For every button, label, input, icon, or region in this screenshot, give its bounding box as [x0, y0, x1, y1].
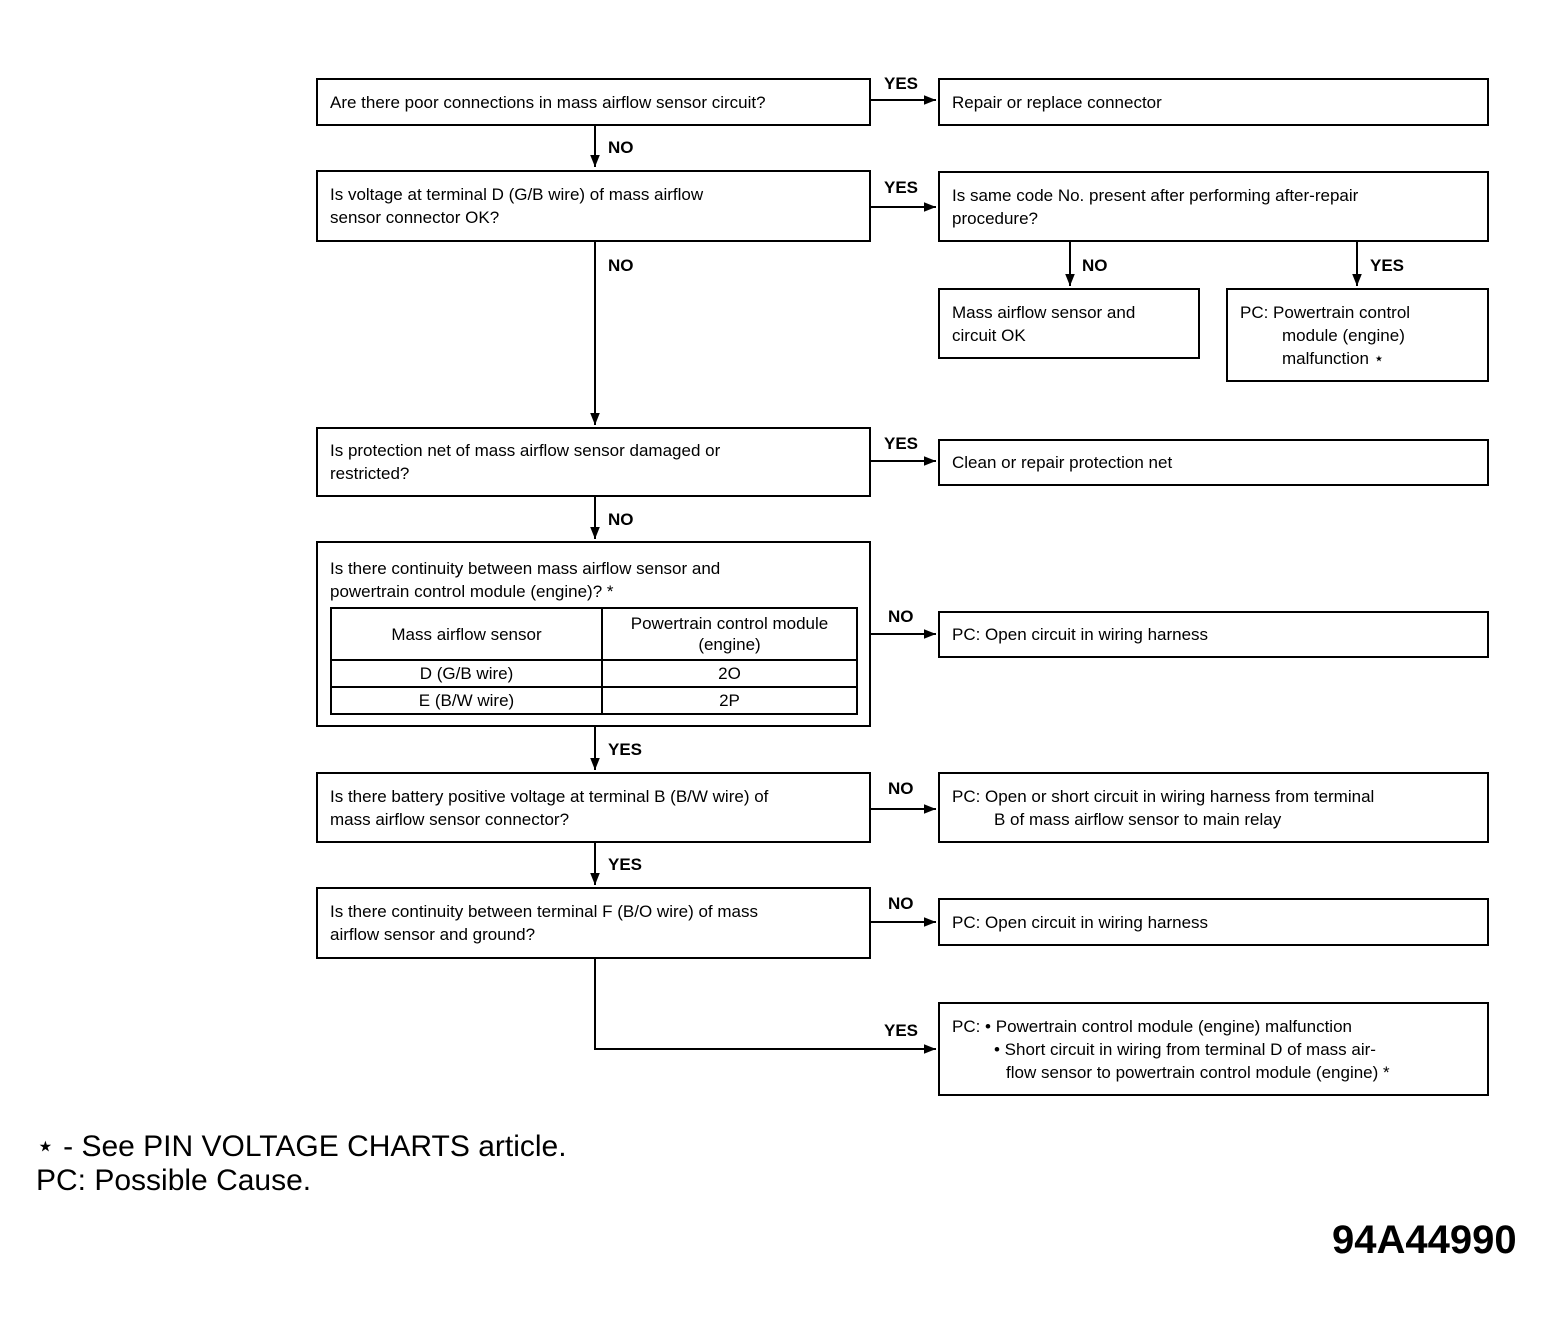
result-clean-net [938, 439, 1489, 486]
table-row [331, 660, 857, 687]
label-yes: YES [884, 74, 919, 93]
box-text-line: flow sensor to powertrain control module (engine) * [1006, 1062, 1390, 1082]
result-open-short [938, 772, 1489, 843]
label-yes: YES [884, 434, 919, 453]
label-yes: YES [1370, 256, 1405, 275]
table-row [331, 687, 857, 714]
label-yes: YES [884, 178, 919, 197]
box-text-line: B of mass airflow sensor to main relay [994, 809, 1282, 829]
result-final [938, 1002, 1489, 1096]
label-no: NO [608, 256, 634, 275]
box-text-line: PC: Open or short circuit in wiring harness from terminal [952, 786, 1375, 806]
label-no: NO [608, 138, 634, 157]
question-poor-connections [316, 78, 871, 126]
result-open-circuit-2 [938, 898, 1489, 946]
box-text-line: Is there continuity between terminal F (B/O wire) of mass [330, 902, 758, 921]
footnote-star: ⋆ - See PIN VOLTAGE CHARTS article. [36, 1130, 567, 1163]
box-text-line: powertrain control module (engine)? * [330, 582, 614, 601]
table-header-cell: Mass airflow sensor [331, 608, 602, 660]
result-pcm-malfunction [1226, 288, 1489, 382]
continuity-table [330, 607, 858, 715]
box-text-line: Is voltage at terminal D (G/B wire) of mass airflow [330, 185, 704, 204]
question-protection-net [316, 427, 871, 497]
label-yes: YES [608, 855, 643, 874]
box-text-line: PC: Open circuit in wiring harness [952, 625, 1209, 644]
label-no: NO [608, 510, 634, 529]
box-text-line: PC: • Powertrain control module (engine) malfunction [952, 1016, 1352, 1036]
box-text-line: sensor connector OK? [330, 208, 500, 227]
box-text-line: Is same code No. present after performing after-repair [952, 185, 1359, 205]
figure-code: 94A44990 [1332, 1218, 1517, 1262]
table-cell: D (G/B wire) [331, 660, 602, 687]
box-text-line: mass airflow sensor connector? [330, 809, 570, 829]
label-yes: YES [608, 740, 643, 759]
box-text-line: module (engine) [1282, 325, 1405, 345]
result-open-circuit-1 [938, 611, 1489, 658]
box-text-line: Is protection net of mass airflow sensor damaged or [330, 441, 721, 460]
table-header-row [331, 608, 857, 660]
result-sensor-ok [938, 288, 1200, 359]
label-no: NO [1082, 256, 1108, 275]
box-text-line: PC: Powertrain control [1240, 302, 1411, 322]
box-text-line: Repair or replace connector [952, 92, 1162, 112]
box-text-line: Is there battery positive voltage at terminal B (B/W wire) of [330, 786, 769, 806]
label-no: NO [888, 779, 914, 798]
label-no: NO [888, 894, 914, 913]
box-text-line: • Short circuit in wiring from terminal D of mass air- [994, 1039, 1376, 1059]
question-same-code [938, 171, 1489, 242]
box-text-line: Mass airflow sensor and [952, 302, 1136, 322]
question-continuity-ground [316, 887, 871, 959]
box-text-line: malfunction ⋆ [1282, 348, 1385, 368]
table-header-cell [602, 608, 857, 660]
table-cell: 2P [602, 687, 857, 714]
label-yes: YES [884, 1021, 919, 1040]
box-text-line: Is there continuity between mass airflow sensor and [330, 559, 721, 578]
footnote-pc: PC: Possible Cause. [36, 1164, 312, 1197]
question-voltage-terminal-d [316, 170, 871, 242]
result-repair-connector [938, 78, 1489, 126]
box-text-line: procedure? [952, 208, 1039, 228]
question-battery-voltage [316, 772, 871, 843]
table-cell: 2O [602, 660, 857, 687]
table-header-text: Powertrain control module (engine) [630, 614, 829, 654]
box-text-line: Clean or repair protection net [952, 453, 1173, 472]
box-text-line: PC: Open circuit in wiring harness [952, 912, 1209, 932]
box-text-line: circuit OK [952, 325, 1026, 345]
table-cell: E (B/W wire) [331, 687, 602, 714]
box-text-line: airflow sensor and ground? [330, 925, 536, 944]
box-text-line: Are there poor connections in mass airflow sensor circuit? [330, 92, 766, 112]
label-no: NO [888, 607, 914, 626]
box-text-line: restricted? [330, 464, 410, 483]
